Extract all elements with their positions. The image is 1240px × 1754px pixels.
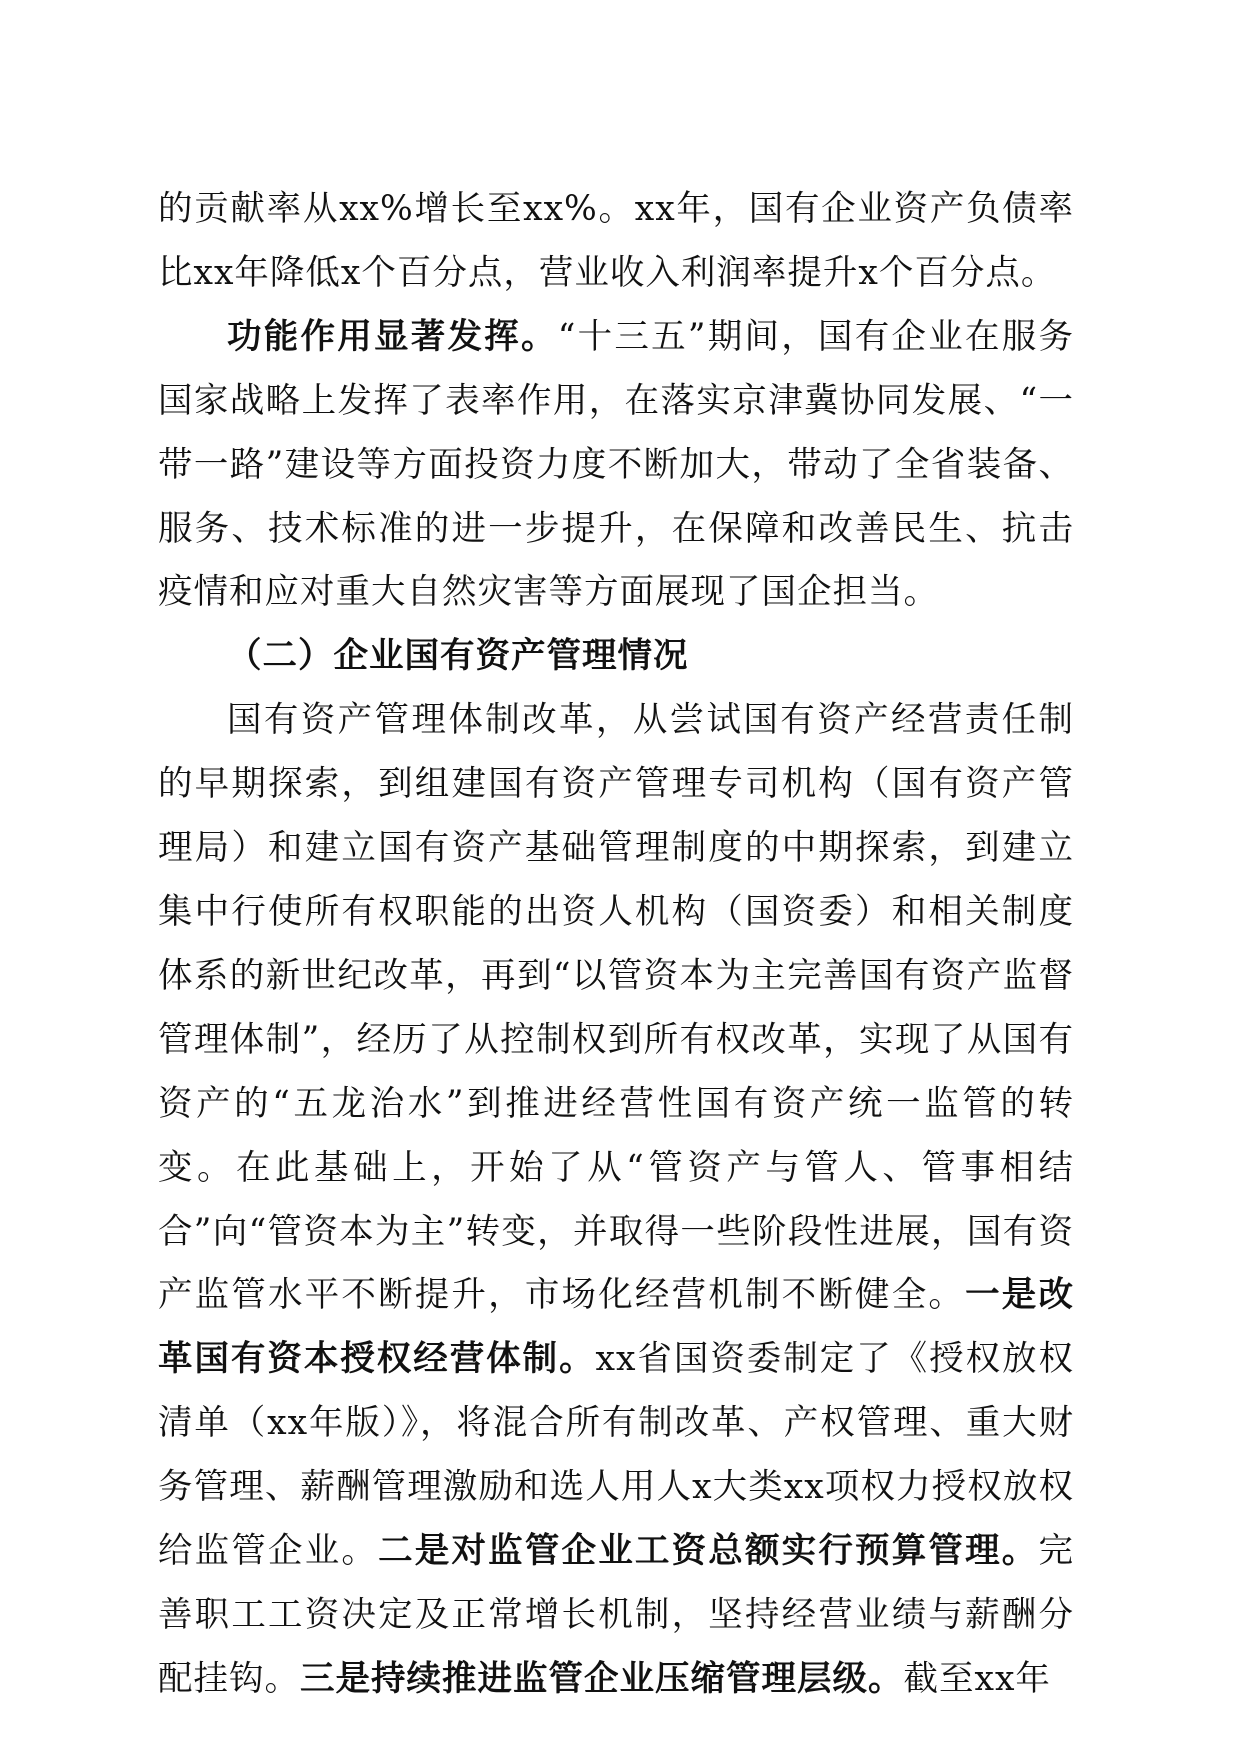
- bold-lead-text: 功能作用显著发挥。: [227, 316, 558, 357]
- paragraph-text: xx省国资委制定了《授权放权清单（xx年版）》，将混合所有制改革、产权管理、重大财务管理、薪酬管理激励和选人用人x大类xx项权力授权放权给监管企业。: [158, 1339, 1074, 1572]
- bold-point-three: 三是持续推进监管企业压缩管理层级。: [300, 1658, 904, 1699]
- section-heading: （二）企业国有资产管理情况: [227, 636, 689, 677]
- paragraph-contribution-rate: [158, 178, 1074, 306]
- paragraph-text: 国有资产管理体制改革，从尝试国有资产经营责任制的早期探索，到组建国有资产管理专司机构（国有资产管理局）和建立国有资产基础管理制度的中期探索，到建立集中行使所有权职能的出资人机构（国资委）和相关制度体系的新世纪改革，再到“以管资本为主完善国有资产监督管理体制”，经历了从控制权到所有权改革，实现了从国有资产的“五龙治水”到推进经营性国有资产统一监管的转变。在此基础上，开始了从“管资产与管人、管事相结合”向“管资本为主”转变，并取得一些阶段性进展，国有资产监管水平不断提升，市场化经营机制不断健全。: [158, 700, 1074, 1316]
- bold-point-two: 二是对监管企业工资总额实行预算管理。: [378, 1531, 1039, 1572]
- paragraph-text: 完善职工工资决定及正常增长机制，坚持经营业绩与薪酬分配挂钩。: [158, 1531, 1074, 1699]
- paragraph-asset-management: [158, 689, 1074, 1712]
- paragraph-text: 的贡献率从xx%增长至xx%。xx年，国有企业资产负债率比xx年降低x个百分点，营业收入利润率提升x个百分点。: [158, 189, 1074, 293]
- bold-point-one: 一是改革国有资本授权经营体制。: [158, 1275, 1074, 1380]
- paragraph-text: “十三五”期间，国有企业在服务国家战略上发挥了表率作用，在落实京津冀协同发展、“一带一路”建设等方面投资力度不断加大，带动了全省装备、服务、技术标准的进一步提升，在保障和改善民生、抗击疫情和应对重大自然灾害等方面展现了国企担当。: [158, 316, 1075, 613]
- paragraph-function-role: [158, 306, 1074, 626]
- document-page: [158, 178, 1074, 1712]
- paragraph-text: 截至xx年: [903, 1658, 1051, 1699]
